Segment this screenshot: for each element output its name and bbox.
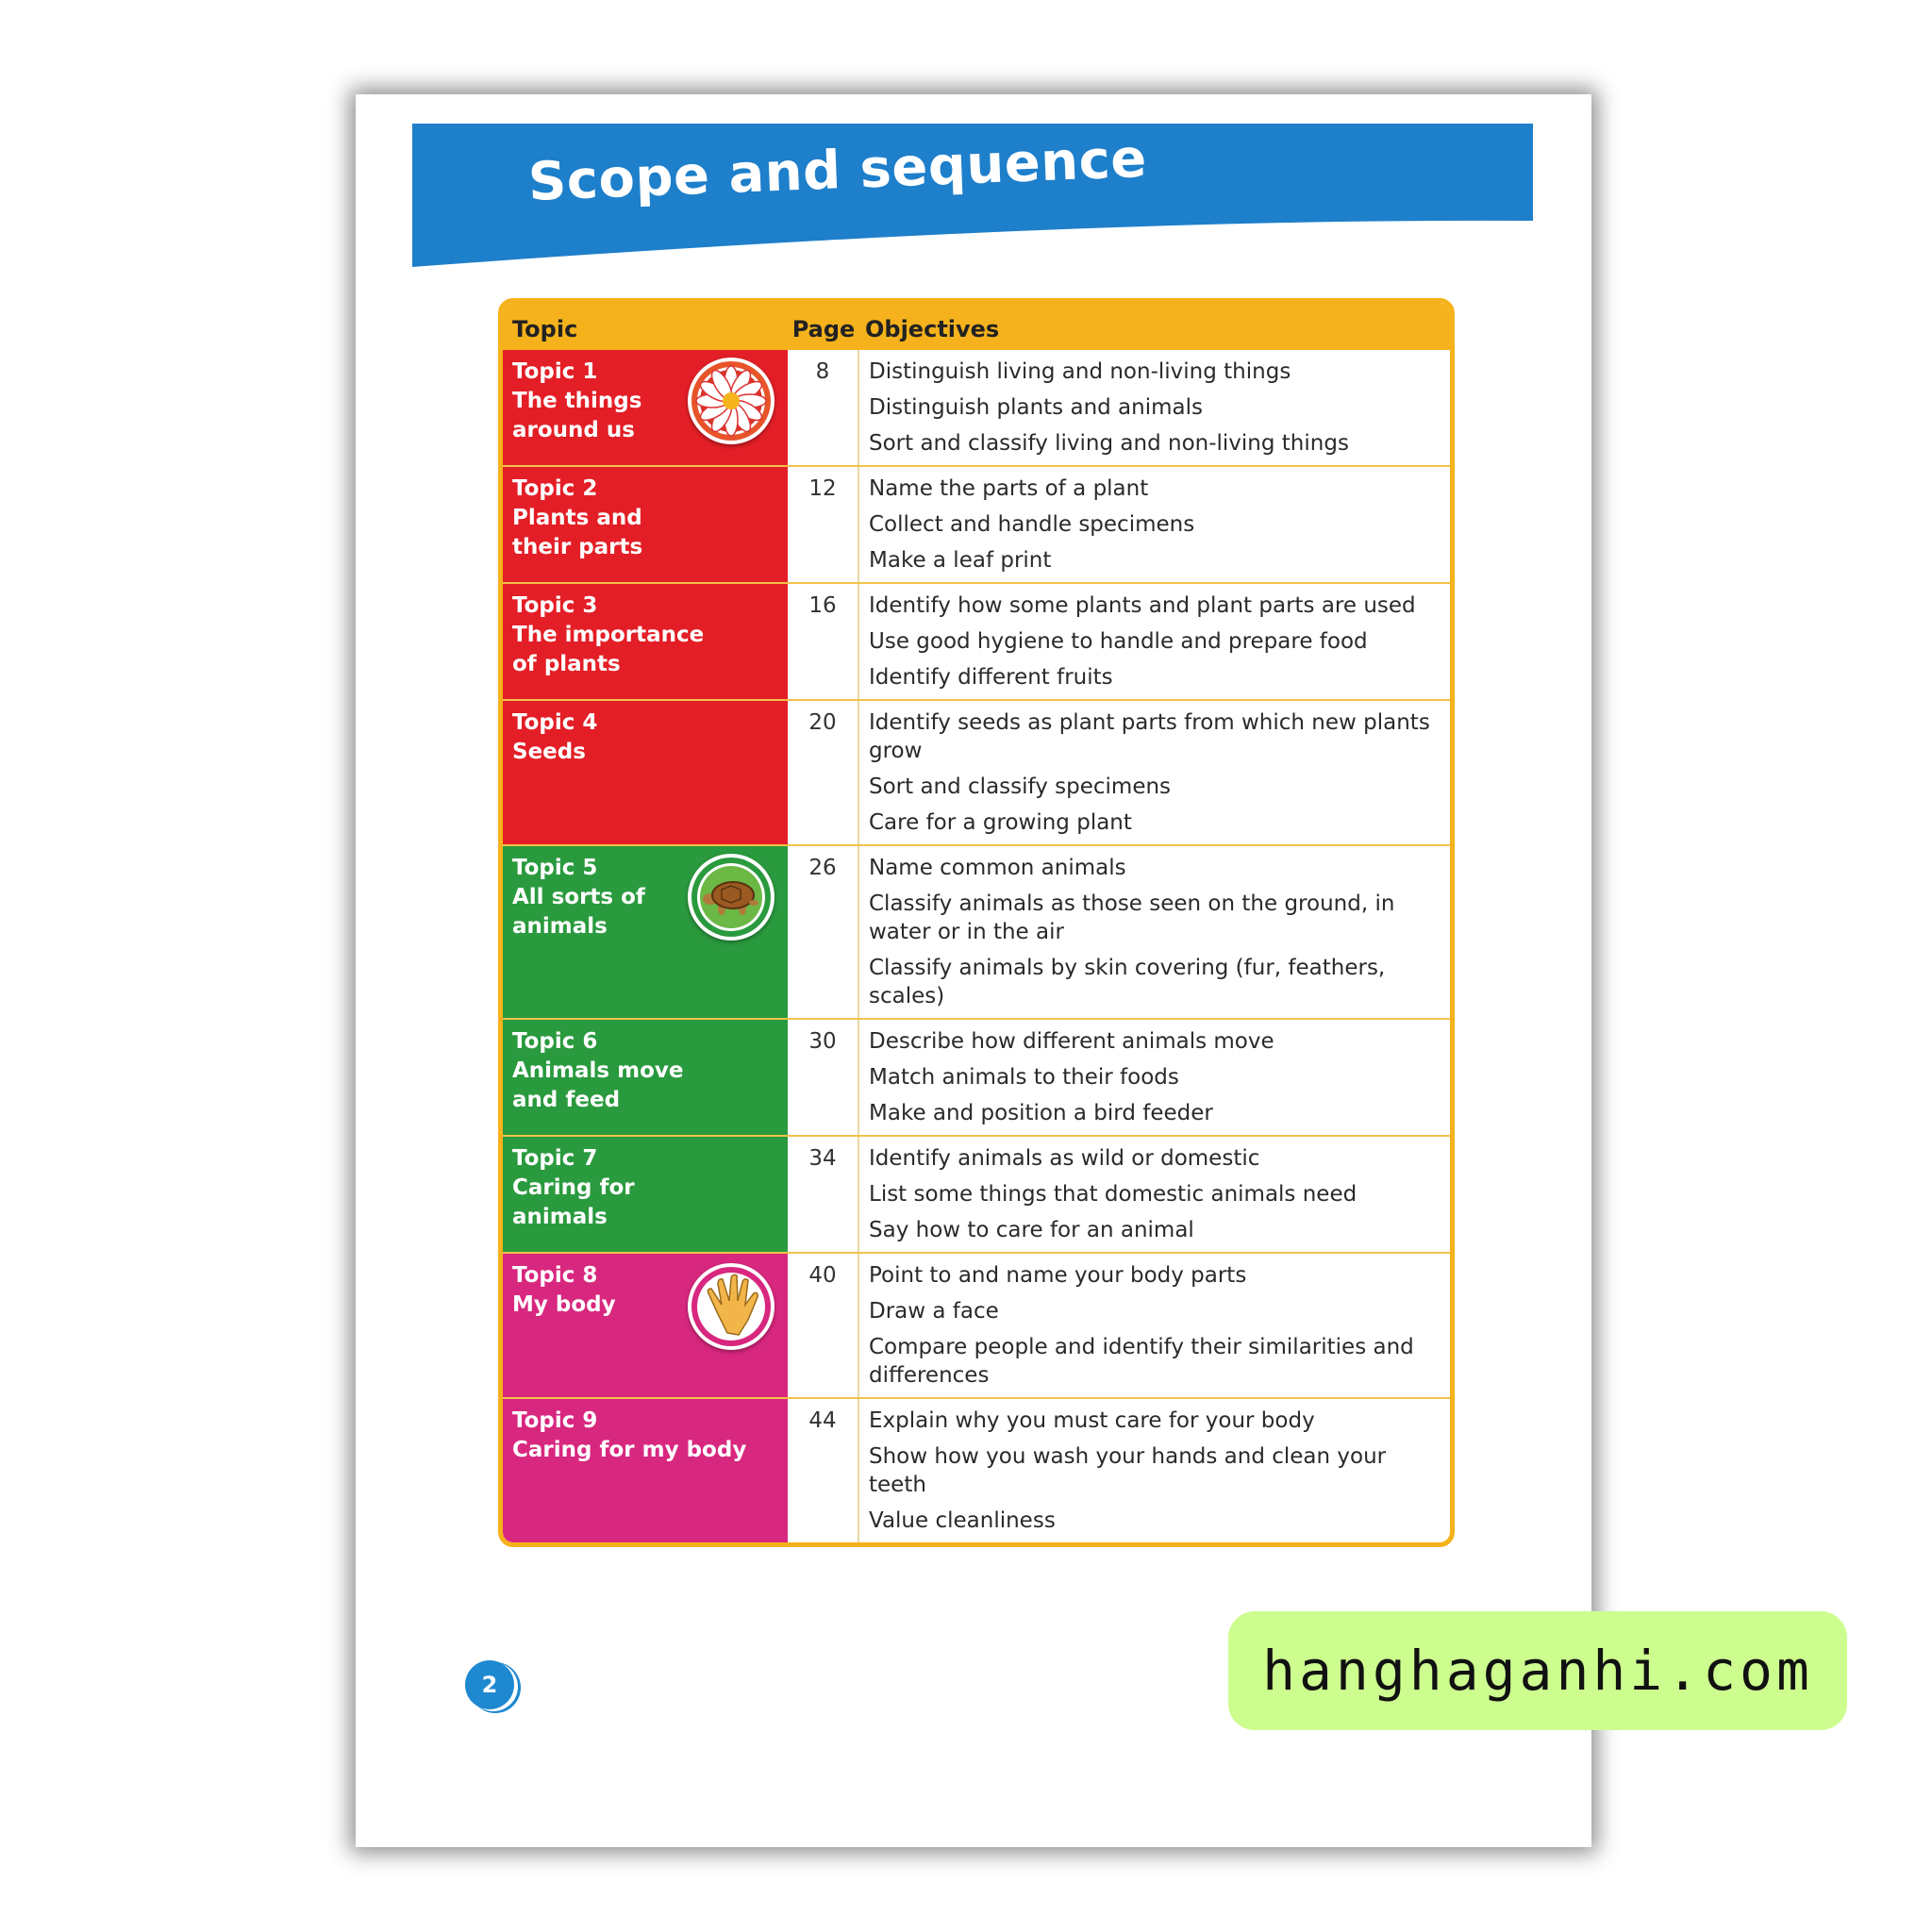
topic-title-line: Seeds [512, 740, 586, 764]
objective-item: List some things that domestic animals need [869, 1182, 1357, 1207]
watermark-badge [1228, 1611, 1847, 1730]
topic-number: Topic 4 [512, 710, 598, 735]
objectives-cell [859, 1137, 1450, 1252]
objective-item: Identify different fruits [869, 665, 1113, 690]
topic-title-line: their parts [512, 535, 643, 559]
objectives-cell [859, 1399, 1450, 1542]
objectives-cell [859, 584, 1450, 699]
objective-item: Say how to care for an animal [869, 1218, 1194, 1242]
topic-title-line: Caring for my body [512, 1438, 747, 1462]
page-cell: 8 [788, 350, 859, 465]
objective-item: Classify animals as those seen on the ground, in water or in the air [869, 891, 1395, 944]
objective-item: Show how you wash your hands and clean your teeth [869, 1444, 1387, 1497]
objective-item: Sort and classify specimens [869, 774, 1172, 799]
objective-item: Match animals to their foods [869, 1065, 1179, 1090]
page-cell: 40 [788, 1254, 859, 1397]
topic-cell [503, 1254, 788, 1397]
topic-number: Topic 6 [512, 1029, 598, 1054]
topic-number: Topic 2 [512, 476, 598, 501]
table-body [503, 350, 1450, 1542]
topic-title-line: The importance [512, 623, 705, 647]
topic-title-line: Animals move [512, 1058, 684, 1083]
topic-title-line: animals [512, 914, 608, 939]
page-cell: 44 [788, 1399, 859, 1542]
topic-number: Topic 7 [512, 1146, 598, 1171]
objective-item: Make a leaf print [869, 548, 1052, 573]
objectives-cell [859, 467, 1450, 582]
daisy-icon [688, 358, 774, 444]
objective-item: Describe how different animals move [869, 1029, 1274, 1054]
topic-title-line: The things [512, 389, 642, 413]
title-banner [412, 124, 1533, 267]
objective-item: Name common animals [869, 856, 1126, 880]
objectives-cell [859, 701, 1450, 844]
page-cell: 12 [788, 467, 859, 582]
table-row [503, 1018, 1450, 1135]
document-page [356, 94, 1813, 1847]
table-row [503, 1252, 1450, 1397]
objective-item: Classify animals by skin covering (fur, feathers, scales) [869, 956, 1386, 1008]
topic-title-line: My body [512, 1292, 616, 1317]
topic-title-line: All sorts of [512, 885, 645, 909]
objective-item: Identify seeds as plant parts from which new plants grow [869, 710, 1430, 763]
topic-cell [503, 846, 788, 1018]
page-cell: 30 [788, 1020, 859, 1135]
topic-title-line: Caring for [512, 1175, 635, 1200]
table-row [503, 1397, 1450, 1542]
topic-title-line: around us [512, 418, 635, 442]
objective-item: Collect and handle specimens [869, 512, 1195, 537]
table-row [503, 465, 1450, 582]
tortoise-icon [688, 854, 774, 941]
scope-table [498, 298, 1455, 1547]
topic-cell [503, 467, 788, 582]
objective-item: Identify how some plants and plant parts are used [869, 593, 1416, 618]
page-number: 2 [465, 1660, 514, 1709]
objective-item: Point to and name your body parts [869, 1263, 1247, 1288]
topic-title-line: Plants and [512, 506, 642, 530]
topic-title-line: of plants [512, 652, 621, 676]
topic-number: Topic 8 [512, 1263, 598, 1288]
page-cell: 16 [788, 584, 859, 699]
objectives-cell [859, 350, 1450, 465]
table-header [503, 303, 1450, 350]
table-row [503, 844, 1450, 1018]
page-cell: 34 [788, 1137, 859, 1252]
objectives-cell [859, 1254, 1450, 1397]
objectives-cell [859, 846, 1450, 1018]
table-row [503, 699, 1450, 844]
header-topic: Topic [512, 316, 578, 342]
objective-item: Value cleanliness [869, 1508, 1056, 1533]
objective-item: Sort and classify living and non-living things [869, 431, 1349, 456]
topic-cell [503, 701, 788, 844]
topic-title-line: animals [512, 1205, 608, 1229]
topic-title-line: and feed [512, 1088, 621, 1112]
objective-item: Care for a growing plant [869, 810, 1132, 835]
table-row [503, 582, 1450, 699]
objective-item: Explain why you must care for your body [869, 1408, 1315, 1433]
topic-cell [503, 584, 788, 699]
objective-item: Distinguish plants and animals [869, 395, 1203, 420]
topic-cell [503, 350, 788, 465]
watermark-text: hanghaganhi.com [1262, 1639, 1813, 1703]
topic-number: Topic 9 [512, 1408, 598, 1433]
objective-item: Distinguish living and non-living things [869, 359, 1291, 384]
topic-number: Topic 5 [512, 856, 598, 880]
objective-item: Name the parts of a plant [869, 476, 1149, 501]
topic-cell [503, 1137, 788, 1252]
objective-item: Use good hygiene to handle and prepare food [869, 629, 1368, 654]
table-row [503, 350, 1450, 465]
objectives-cell [859, 1020, 1450, 1135]
page-cell: 26 [788, 846, 859, 1018]
topic-number: Topic 1 [512, 359, 598, 384]
objective-item: Identify animals as wild or domestic [869, 1146, 1260, 1171]
table-row [503, 1135, 1450, 1252]
topic-cell [503, 1399, 788, 1542]
topic-number: Topic 3 [512, 593, 598, 618]
page-title: Scope and sequence [526, 127, 1148, 213]
hand-icon [688, 1263, 774, 1350]
objective-item: Draw a face [869, 1299, 999, 1324]
topic-cell [503, 1020, 788, 1135]
objective-item: Compare people and identify their similarities and differences [869, 1335, 1414, 1388]
header-objectives: Objectives [865, 316, 1000, 342]
page-cell: 20 [788, 701, 859, 844]
objective-item: Make and position a bird feeder [869, 1101, 1213, 1125]
header-page: Page [791, 316, 856, 342]
